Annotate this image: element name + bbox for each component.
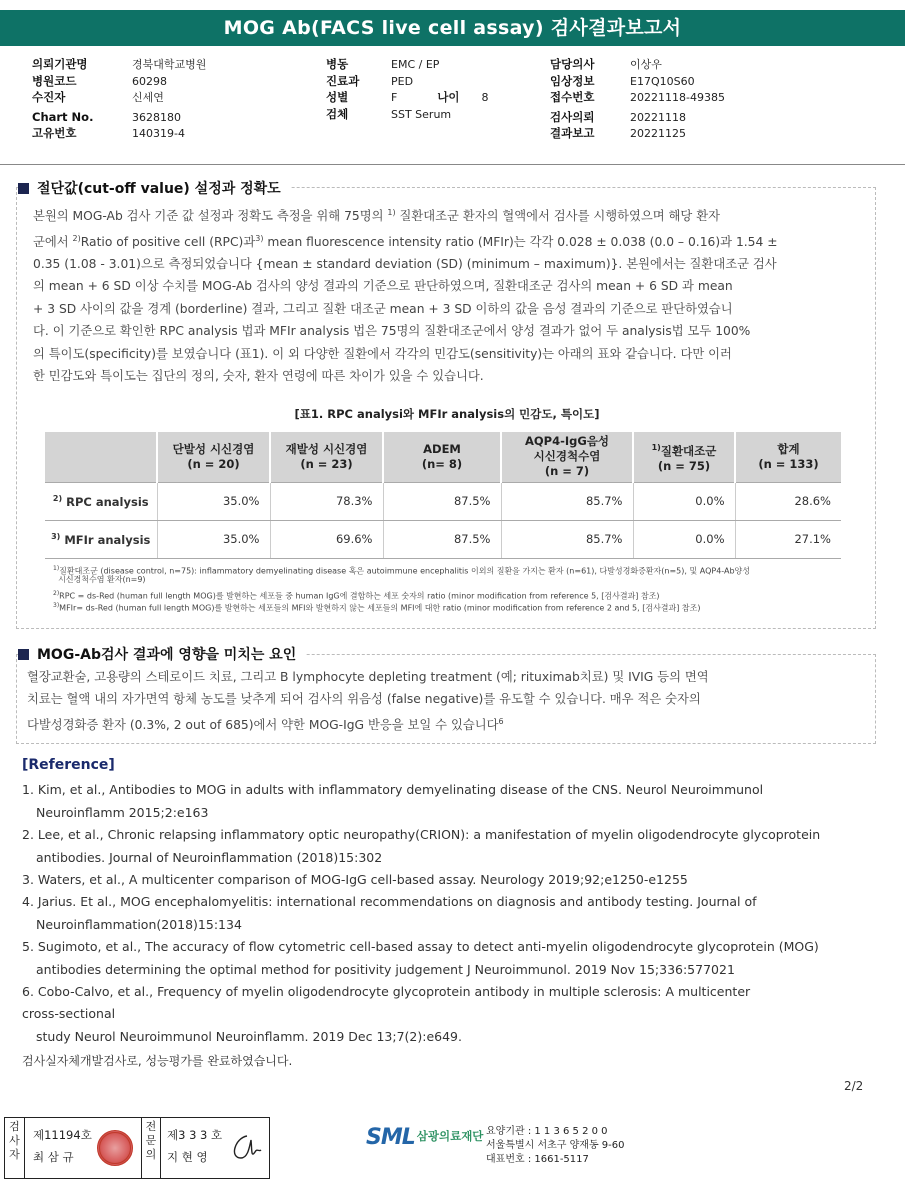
- inspector-name: 최 삼 규: [33, 1150, 74, 1164]
- info-value: 이상우: [630, 58, 662, 71]
- org-name: 삼광의료재단: [416, 1129, 484, 1143]
- reference-title: [Reference]: [22, 757, 115, 773]
- paragraph-line: 의 mean + 6 SD 이상 수치를 MOG-Ab 검사의 양성 결과의 기준으로 판단하였으며, 질환대조군 검사의 mean + 6 SD 과 mean: [33, 279, 733, 294]
- info-label: 병원코드: [32, 73, 77, 88]
- paragraph-line: + 3 SD 사이의 값을 경계 (borderline) 결과, 그리고 질환 대조군 mean + 3 SD 이하의 값을 음성 결과의 기준으로 판단하였습니: [33, 301, 733, 316]
- header-divider: [0, 164, 905, 165]
- address-line: 요양기관 : 1 1 3 6 5 2 0 0: [486, 1126, 608, 1137]
- reference-item: 5. Sugimoto, et al., The accuracy of flow cytometric cell-based assay to detect anti-myelin oligodendrocyte glycoprotein (MOG): [22, 939, 819, 954]
- info-row: [550, 109, 725, 126]
- info-row: [326, 106, 489, 123]
- table-header: 합계 (n = 133): [735, 432, 841, 482]
- info-col-2: [326, 56, 489, 122]
- reference-item: 6. Cobo-Calvo, et al., Frequency of myelin oligodendrocyte glycoprotein antibody in multiple sclerosis: A multicenter: [22, 984, 751, 999]
- info-value: 3628180: [132, 110, 181, 124]
- table-header: [45, 432, 157, 482]
- inspector-label: [5, 1118, 25, 1178]
- table-cell: 85.7%: [501, 482, 633, 520]
- table-header: 단발성 시신경염 (n = 20): [157, 432, 270, 482]
- info-row: [550, 125, 725, 142]
- specialist-info: [167, 1124, 222, 1168]
- sml-logo: [366, 1125, 483, 1150]
- info-label: 임상정보: [550, 73, 595, 88]
- info-label: Chart No.: [32, 109, 94, 124]
- age-label: 나이: [437, 90, 460, 104]
- signature-icon: [225, 1128, 265, 1168]
- report-title: MOG Ab(FACS live cell assay) 검사결과보고서: [0, 10, 905, 46]
- square-bullet-icon: [18, 183, 29, 194]
- row-label: $^{2)}$ RPC analysis: [45, 482, 157, 520]
- info-value: 60298: [132, 74, 167, 88]
- table-header: $^{1)}$질환대조군 (n = 75): [633, 432, 735, 482]
- info-row: [32, 56, 206, 73]
- info-label: 접수번호: [550, 90, 595, 104]
- table-row: [45, 482, 841, 520]
- row-label: $^{3)}$ MFIr analysis: [45, 520, 157, 558]
- section1-paragraph: [33, 202, 873, 387]
- section1-title: [18, 178, 291, 198]
- info-row: [32, 109, 206, 126]
- paragraph-line: 치료는 혈액 내의 자가면역 항체 농도를 낮추게 되어 검사의 위음성 (false negative)를 유도할 수 있습니다. 매우 적은 숫자의: [27, 692, 701, 707]
- specialist-license: 제3 3 3 호: [167, 1128, 223, 1142]
- factors-section: [16, 654, 876, 744]
- table-cell: 27.1%: [735, 520, 841, 558]
- info-row: [326, 89, 489, 106]
- info-value: 20221118-49385: [630, 91, 725, 104]
- info-row: [326, 73, 489, 90]
- logo-text: SML: [366, 1125, 415, 1150]
- footnote: $^{3)}$MFIr= ds-Red (human full length MOG)를 발현하는 세포들의 MFI와 발현하지 않는 세포들의 MFI에 대한 ratio (minor modification from reference 2 and 5, [검사결과] 참조): [53, 602, 701, 613]
- table-header: ADEM (n= 8): [383, 432, 501, 482]
- info-value: PED: [391, 74, 414, 88]
- info-row: [32, 89, 206, 106]
- signature-box: [4, 1117, 270, 1179]
- info-value: EMC / EP: [391, 58, 440, 71]
- section2-title: [18, 644, 306, 664]
- table-header: AQP4-IgG음성 시신경척수염 (n = 7): [501, 432, 633, 482]
- info-label: 결과보고: [550, 126, 595, 140]
- specialist-label: [141, 1118, 161, 1178]
- reference-item: Neuroinflamm 2015;2:e163: [36, 805, 209, 820]
- paragraph-line: 본원의 MOG-Ab 검사 기준 값 설정과 정확도 측정을 위해 75명의 $^{1)}$ 질환대조군 환자의 혈액에서 검사를 시행하였으며 해당 환자: [33, 208, 720, 224]
- table-cell: 0.0%: [633, 482, 735, 520]
- address-line: 서울특별시 서초구 양재동 9-60: [486, 1140, 625, 1151]
- section1-title-text: 절단값(cut-off value) 설정과 정확도: [37, 181, 281, 197]
- org-address: [486, 1125, 625, 1167]
- reference-item: 1. Kim, et al., Antibodies to MOG in adults with inflammatory demyelinating disease of the CNS. Neurol Neuroimmunol: [22, 782, 764, 797]
- info-value: 20221125: [630, 127, 686, 140]
- info-col-3: [550, 56, 725, 142]
- paragraph-line: 다발성경화증 환자 (0.3%, 2 out of 685)에서 약한 MOG-IgG 반응을 보일 수 있습니다$^6$: [27, 716, 504, 732]
- table-caption: [표1. RPC analysi와 MFIr analysis의 민감도, 특이도]: [294, 407, 600, 421]
- info-value: 20221118: [630, 110, 686, 124]
- info-label: 성별: [326, 90, 349, 104]
- footnote: $^{2)}$RPC = ds-Red (human full length MOG)를 발현하는 세포들 중 human IgG에 결합하는 세포 숫자의 ratio (minor modification from reference 5, [검사결과] 참조): [53, 590, 660, 601]
- section2-title-text: MOG-Ab검사 결과에 영향을 미치는 요인: [37, 647, 297, 663]
- footnote: 시신경척수염 환자(n=9): [53, 575, 146, 584]
- info-row: [32, 125, 206, 142]
- reference-item: Neuroinflammation(2018)15:134: [36, 917, 242, 932]
- page-number: 2/2: [844, 1079, 864, 1093]
- inspector-license: 제11194호: [33, 1128, 92, 1142]
- info-value: 140319-4: [132, 127, 185, 140]
- reference-item: study Neurol Neuroimmunol Neuroinflamm. 2019 Dec 13;7(2):e649.: [36, 1029, 462, 1044]
- info-label: 검체: [326, 106, 349, 121]
- info-row: [32, 73, 206, 90]
- seal-icon: [97, 1130, 133, 1166]
- reference-item: antibodies determining the optimal method for positivity judgement J Neuroimmunol. 2019 Nov 15;336:577021: [36, 962, 735, 977]
- sensitivity-table: [45, 432, 841, 559]
- info-value: 경북대학교병원: [132, 58, 207, 71]
- info-col-1: [32, 56, 206, 142]
- info-value: 신세연: [132, 91, 164, 104]
- table-cell: 78.3%: [270, 482, 383, 520]
- info-label: 수진자: [32, 90, 66, 104]
- info-row: [550, 89, 725, 106]
- table-cell: 35.0%: [157, 520, 270, 558]
- table-row: [45, 520, 841, 558]
- paragraph-line: 혈장교환술, 고용량의 스테로이드 치료, 그리고 B lymphocyte depleting treatment (예; rituximab치료) 및 IVIG 등의 면역: [27, 670, 709, 684]
- closing-note: 검사실자체개발검사로, 성능평가를 완료하였습니다.: [22, 1054, 293, 1068]
- info-label: 담당의사: [550, 57, 595, 71]
- specialist-name: 지 현 영: [167, 1150, 208, 1164]
- section2-paragraph: [27, 666, 867, 736]
- reference-item: 2. Lee, et al., Chronic relapsing inflammatory optic neuropathy(CRION): a manifestation of myelin oligodendrocyte glycoprotein: [22, 827, 821, 842]
- cutoff-section: [16, 187, 876, 629]
- reference-item: 3. Waters, et al., A multicenter comparison of MOG-IgG cell-based assay. Neurology 2019;92;e1250-e1255: [22, 872, 688, 887]
- paragraph-line: 다. 이 기준으로 확인한 RPC analysis 법과 MFIr analysis 법은 75명의 질환대조군에서 양성 결과가 없어 두 analysis법 모두 100%: [33, 324, 751, 339]
- table-cell: 69.6%: [270, 520, 383, 558]
- table-cell: 87.5%: [383, 482, 501, 520]
- vertical-label: 전 문 의: [145, 1120, 157, 1161]
- info-label: 병동: [326, 57, 349, 71]
- paragraph-line: 군에서 $^{2)}$Ratio of positive cell (RPC)과$^{3)}$ mean fluorescence intensity ratio (MFIr)는 각각 0.028 ± 0.038 (0.0 – 0.16)과 1.54 ±: [33, 233, 778, 249]
- footnote: $^{1)}$질환대조군 (disease control, n=75): inflammatory demyelinating disease 혹은 autoimmune encephalitis 이외의 질환을 가지는 환자 (n=61), 다발성경화증환자(n=5), 및 AQP4-Ab양성: [53, 565, 750, 576]
- footer: [0, 1109, 905, 1181]
- info-label: 의뢰기관명: [32, 57, 88, 71]
- info-label: 검사의뢰: [550, 109, 595, 124]
- reference-item: cross-sectional: [22, 1006, 116, 1021]
- reference-item: antibodies. Journal of Neuroinflammation (2018)15:302: [36, 850, 383, 865]
- table-cell: 85.7%: [501, 520, 633, 558]
- address-line: 대표번호 : 1661-5117: [486, 1154, 589, 1165]
- info-value: F: [391, 91, 398, 104]
- inspector-info: [33, 1124, 92, 1168]
- info-row: [326, 56, 489, 73]
- info-value: E17Q10S60: [630, 74, 695, 88]
- paragraph-line: 0.35 (1.08 - 3.01)으로 측정되었습니다 {mean ± standard deviation (SD) (minimum – maximum)}. 본원에서는 질환대조군 검사: [33, 257, 777, 271]
- table-header: 재발성 시신경염 (n = 23): [270, 432, 383, 482]
- info-row: [550, 73, 725, 90]
- paragraph-line: 의 특이도(specificity)를 보였습니다 (표1). 이 외 다양한 질환에서 각각의 민감도(sensitivity)는 아래의 표와 같습니다. 다만 이러: [33, 346, 732, 361]
- age-value: 8: [481, 91, 489, 104]
- vertical-label: 검 사 자: [9, 1120, 20, 1161]
- table-cell: 28.6%: [735, 482, 841, 520]
- table-header-row: [45, 432, 841, 482]
- info-row: [550, 56, 725, 73]
- info-label: 진료과: [326, 73, 360, 88]
- table-cell: 0.0%: [633, 520, 735, 558]
- square-bullet-icon: [18, 649, 29, 660]
- paragraph-line: 한 민감도와 특이도는 집단의 정의, 숫자, 환자 연령에 따른 차이가 있을 수 있습니다.: [33, 369, 484, 384]
- reference-item: 4. Jarius. Et al., MOG encephalomyelitis: international recommendations on diagnosis and antibody testing. Journal of: [22, 894, 757, 909]
- info-value: SST Serum: [391, 107, 452, 121]
- info-label: 고유번호: [32, 126, 77, 140]
- table-cell: 87.5%: [383, 520, 501, 558]
- table-cell: 35.0%: [157, 482, 270, 520]
